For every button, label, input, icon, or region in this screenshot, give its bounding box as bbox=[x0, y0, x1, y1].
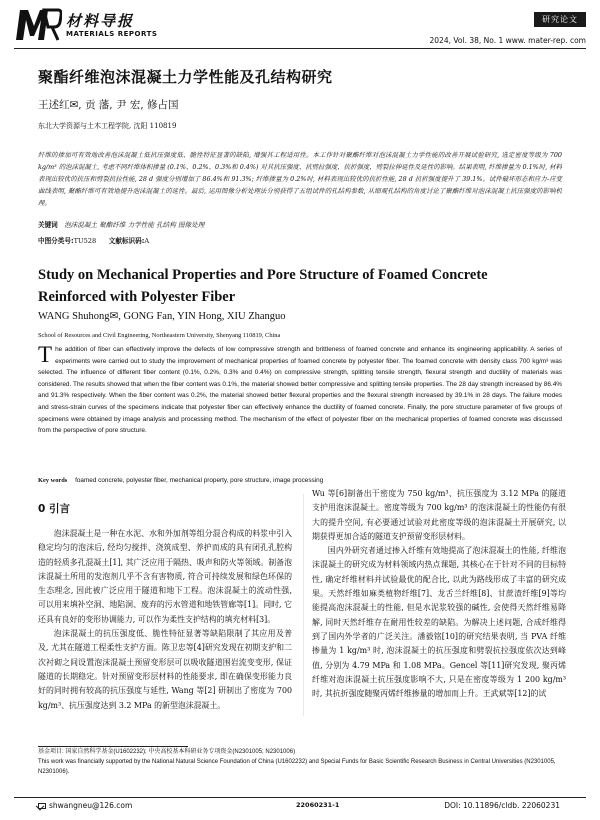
chinese-abstract: 纤维的掺加可有效地改善泡沫混凝土低抗压强度低、脆性特征显著的缺陷, 增强其工程适用性。本工作针对聚酯纤维对泡沫混凝土力学性能的改善开展试验研究, 选定密度等级为 700 kg/m³ 的泡沫混凝土, 考虑不同纤维体积掺量 (0.1%、0.2%、0.3%和 0.4%) 对其抗压强度、抗劈拉强度、抗折强度、劈裂拉伸延性及延性的影响。结果表明, 纤维掺量为 0.1%时, 材料表现出较优的抗压和劈裂抗拉性能, 28 d 强度分别增加了 86.4%和 91.3%; 纤维掺量为 0.2%时, 材料表现出较优的抗折性能, 28 d 抗折强度提升了 39.1%。试件破坏形态和应力-应变曲线表明, 聚酯纤维可有效地提升泡沫混凝土的延性。最后, 运用图像分析处理法分别获得了五组试件的孔结构参数, 从细观孔结构的角度讨论了聚酯纤维对泡沫混凝土抗压强度的影响机理。 bbox=[38, 151, 562, 207]
issue-line: 2024, Vol. 38, No. 1 www. mater-rep. com bbox=[429, 36, 586, 45]
chinese-affiliation: 东北大学资源与土木工程学院, 沈阳 110819 bbox=[38, 122, 177, 130]
body-paragraph: 国内外研究者通过掺入纤维有效地提高了泡沫混凝土的性能, 纤维泡沫混凝土的研究成为材料领域内热点课题, 其核心在于针对不同的目标特性, 确定纤维材料并试验最优的配合比, 以此为路线形成了丰富的研究成果。天然纤维如麻类植物纤维[7]、龙舌兰纤维[8]、甘蔗渣纤维[9]等均能提高泡沫混凝土的性能, 但是水泥浆较强的碱性, 会使得天然纤维易降解, 同时天然纤维存在耐用性较差的缺陷。为解决上述问题, 合成纤维得到了国内外学者的广泛关注。潘毅铭[10]的研究结果表明, 当 PVA 纤维掺量为 1 kg/m³ 时, 泡沫混凝土的抗压强度和劈裂抗拉强度依次达到峰值, 分别为 4.79 MPa 和 1.08 MPa。Gencel 等[11]研究发现, 聚丙烯纤维对泡沫混凝土抗压强度影响不大, 只是在密度等级为 1 200 kg/m³ 时, 其抗折强度随聚丙烯纤维掺量的增加而上升。王武斌等[12]的试 bbox=[312, 546, 566, 699]
journal-logo-icon bbox=[14, 6, 62, 44]
english-affiliation: School of Resources and Civil Engineering, Northeastern University, Shenyang 110819, China bbox=[38, 332, 281, 339]
english-title: Study on Mechanical Properties and Pore Structure of Foamed Concrete Reinforced with Polyester Fiber bbox=[38, 267, 488, 305]
corresponding-email[interactable] bbox=[38, 801, 132, 810]
funding-footnote bbox=[38, 748, 562, 777]
classification-line bbox=[38, 235, 149, 245]
funding-en: This work was financially supported by the National Natural Science Foundation of China (U1602232) and Special Funds for Basic Scientific Research Business in Central Universities (N2301005, N2301006). bbox=[38, 758, 556, 775]
english-keywords-list: foamed concrete, polyester fiber, mechanical property, pore structure, image processing bbox=[75, 477, 324, 484]
chinese-authors: 王述红✉, 贡 藩, 尹 宏, 修占国 bbox=[38, 99, 179, 111]
section-badge: 研究论文 bbox=[534, 12, 586, 27]
funding-cn: 基金项目: 国家自然科学基金(U1602232); 中央高校基本科研业务专项资金(N2301005; N2301006) bbox=[38, 749, 296, 755]
body-right-column bbox=[312, 487, 566, 701]
doc-code-label: 文献标识码: bbox=[108, 237, 145, 245]
body-paragraph: 泡沫混凝土的抗压强度低、脆性特征显著等缺陷限制了其应用及普及, 尤其在隧道工程柔性支护方面。陈卫忠等[4]研究发现在初期支护和二次衬砌之间设置泡沫混凝土预留变形层可以吸收隧道围岩流变变形, 保证隧道的长期稳定。针对预留变形层材料的性能要求, 即在确保变形能力良好的同时拥有较高的抗压强度与延性, Wang 等[2] 研制出了密度为 700 kg/m³、抗压强度达到 3.2 MPa 的新型泡沫混凝土。 bbox=[38, 629, 292, 710]
doc-code-value: A bbox=[144, 237, 150, 245]
abstract-dropcap: T bbox=[38, 342, 53, 367]
english-authors: WANG Shuhong✉, GONG Fan, YIN Hong, XIU Zhanguo bbox=[38, 311, 286, 322]
doi-link[interactable]: DOI: 10.11896/cldb. 22060231 bbox=[444, 801, 560, 810]
body-paragraph: Wu 等[6]制备出干密度为 750 kg/m³、抗压强度为 3.12 MPa 的隧道支护用泡沫混凝土。密度等级为 700 kg/m³ 的泡沫混凝土的性能仍有很大的提升空间, 有必要通过试验对此密度等级的泡沫混凝土开展研究, 以期获得更加合适的隧道支护预留变形层材料。 bbox=[312, 489, 566, 541]
chinese-title: 聚酯纤维泡沫混凝土力学性能及孔结构研究 bbox=[38, 68, 333, 86]
journal-header bbox=[14, 6, 586, 48]
english-abstract bbox=[38, 344, 562, 437]
article-number: 22060231-1 bbox=[296, 801, 340, 809]
header-divider bbox=[14, 48, 586, 49]
chinese-keywords bbox=[38, 219, 204, 229]
footnote-divider bbox=[38, 746, 188, 747]
english-keywords bbox=[38, 477, 323, 484]
class-value: TU528 bbox=[73, 237, 97, 245]
english-keywords-label: Key words bbox=[38, 477, 68, 484]
footer-divider bbox=[14, 797, 586, 798]
chinese-keywords-list: 泡沫混凝土 聚酯纤维 力学性能 孔结构 图像处理 bbox=[64, 221, 205, 229]
body-paragraph: 泡沫混凝土是一种在水泥、水和外加剂等组分混合构成的料浆中引入稳定均匀的泡沫后, 经均匀搅拌、浇筑成型、养护而成的具有闭孔孔腔构造的轻质多孔混凝土[1], 其广泛应用于隔热、吸声和防火等领域。制备泡沫混凝土所用的发泡剂几乎不含有害物质, 符合可持续发展和绿色环保的生态理念, 因此被广泛应用于隧道和地下工程。泡沫混凝土的流动性强, 可以用来填补空洞、地陷洞、废弃的污水管道和地铁管廊等[1]。同时, 它还具有良好的变形协调能力, 可以作为柔性支护结构的填充材料[3]。 bbox=[38, 529, 292, 624]
envelope-icon bbox=[38, 803, 46, 809]
journal-name-en: MATERIALS REPORTS bbox=[66, 30, 158, 38]
body-left-column bbox=[38, 498, 292, 713]
journal-name-cn: 材料导报 bbox=[66, 12, 135, 30]
english-abstract-text: he addition of fiber can effectively improve the defects of low compressive strength and brittleness of foamed concrete and enhance its engineering applicability. A series of experiments were carried out to study the improvement of mechanical properties of foamed concrete by polyester fiber. The foamed concrete with density class 700 kg/m³ was selected. The influence of different fiber content (0.1%, 0.2%, 0.3% and 0.4%) on compressive strength, splitting tensile strength, flexural strength and ductility of materials was considered. The results showed that when the fiber content was 0.1%, the material showed better compressive and splitting tensile properties. The 28 day strength increased by 86.4% and 91.3% respectively. When the fiber content was 0.2%, the material showed better flexural properties and the flexural strength increased by 39.1% in 28 days. The failure modes and stress-strain curves of the specimens indicate that polyester fiber can effectively enhance the ductility of foamed concrete. Finally, the pore structure parameter of five groups of specimens were obtained by image analysis and processing method. The mechanism of the effect of polyester fiber on the mechanical properties of foamed concrete was discussed from the perspective of pore structure. bbox=[38, 346, 562, 435]
email-text: shwangneu@126.com bbox=[49, 801, 133, 810]
class-label: 中图分类号: bbox=[38, 237, 74, 245]
section-heading: 0 引言 bbox=[38, 503, 70, 515]
column-divider bbox=[303, 494, 304, 716]
chinese-keywords-label: 关键词 bbox=[38, 221, 58, 229]
